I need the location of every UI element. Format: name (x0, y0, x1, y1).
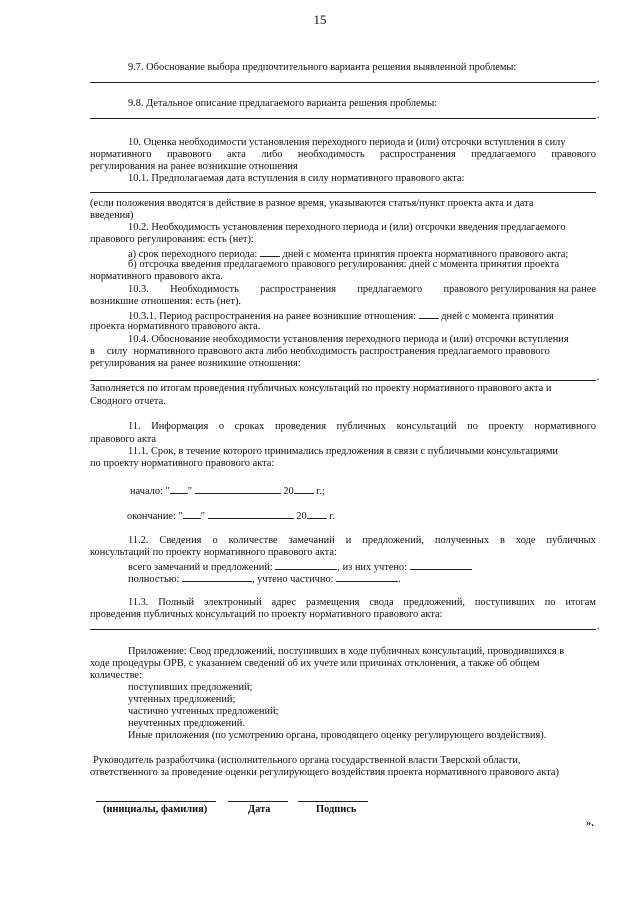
end-year-field[interactable] (307, 509, 327, 519)
start-date-row: начало: " " 20 г.; (130, 486, 325, 497)
considered-count-field[interactable] (410, 560, 472, 570)
section-11-2-line2: консультаций по проекту нормативного правового акта: (90, 547, 337, 558)
end-month-field[interactable] (208, 509, 294, 519)
appendix-item: поступивших предложений; (128, 682, 253, 693)
section-10-2-a: а) срок переходного периода: дней с момента принятия проекта нормативного правового акта; (128, 249, 569, 260)
fill-note-line1: Заполняется по итогам проведения публичных консультаций по проекту нормативного правового акта и (90, 383, 552, 394)
section-11-2-line1: 11.2. Сведения о количестве замечаний и предложений, полученных в ходе публичных (128, 535, 596, 546)
appendix-line1: Приложение: Свод предложений, поступивших в ходе публичных консультаций, проводившихся в (128, 646, 565, 657)
fill-note-line2: Сводного отчета. (90, 396, 166, 407)
fill-line (90, 118, 596, 119)
section-10-4-line1: 10.4. Обоснование необходимости установления переходного периода и (или) отсрочки вступления (128, 334, 569, 345)
section-11-line1: 11. Информация о сроках проведения публичных консультаций по проекту нормативного (128, 421, 596, 432)
start-year-field[interactable] (294, 484, 314, 494)
line-dot: . (597, 621, 600, 632)
appendix-item: Иные приложения (по усмотрению органа, проводящего оценку регулирующего воздействия). (128, 730, 547, 741)
name-caption: (инициалы, фамилия) (103, 804, 208, 815)
section-10-4-line2: в силу нормативного правового акта либо необходимость распространения предлагаемого правового (90, 346, 550, 357)
fill-line (90, 192, 596, 193)
signature-caption: Подпись (316, 804, 357, 815)
section-10-2-line2: правового регулирования: есть (нет): (90, 234, 254, 245)
line-dot: . (597, 110, 600, 121)
section-10-1-note2: введения) (90, 210, 134, 221)
section-10-line2: нормативного правового акта либо необходимость распространения предлагаемого правового (90, 149, 596, 160)
section-10-line1: 10. Оценка необходимости установления переходного периода и (или) отсрочки вступления в силу (128, 137, 566, 148)
section-10-2-line1: 10.2. Необходимость установления переходного периода и (или) отсрочки введения предлагаемого (128, 222, 566, 233)
section-10-3-1-line2: проекта нормативного правового акта. (90, 321, 261, 332)
blank-field[interactable] (260, 247, 280, 257)
head-line2: ответственного за проведение оценки регулирующего воздействия проекта нормативного правового акта) (90, 767, 559, 778)
line-dot: . (597, 74, 600, 85)
fill-line (90, 380, 596, 381)
total-count-field[interactable] (275, 560, 337, 570)
page-number: 15 (313, 12, 327, 27)
line-dot: . (597, 372, 600, 383)
section-10-1-note1: (если положения вводятся в действие в разное время, указываются статья/пункт проекта акта и дата (90, 198, 534, 209)
section-11-3-line2: проведения публичных консультаций по проекту нормативного правового акта: (90, 609, 443, 620)
section-10-2-b1: б) отсрочка введения предлагаемого правового регулирования: дней с момента принятия проекта (128, 259, 560, 270)
section-10-3-1-line1: 10.3.1. Период распространения на ранее возникшие отношения: дней с момента принятия (128, 311, 554, 322)
fill-line (90, 82, 596, 83)
signature-line (298, 801, 368, 802)
head-line1: Руководитель разработчика (исполнительного органа государственной власти Тверской области, (93, 755, 521, 766)
end-day-field[interactable] (183, 509, 201, 519)
section-10-line3: регулирования на ранее возникшие отношения (90, 161, 298, 172)
section-10-2-b2: нормативного правового акта. (90, 271, 223, 282)
section-11-2-total-row: всего замечаний и предложений: , из них учтено: (128, 560, 472, 574)
section-11-1-line1: 11.1. Срок, в течение которого принимались предложения в связи с публичными консультациями (128, 446, 558, 457)
name-line (96, 801, 216, 802)
full-count-field[interactable] (182, 572, 252, 582)
date-line (228, 801, 288, 802)
appendix-item: учтенных предложений; (128, 694, 236, 705)
date-caption: Дата (248, 804, 271, 815)
section-11-2-full-row: полностью: , учтено частично: . (128, 574, 401, 585)
appendix-line3: количестве: (90, 670, 142, 681)
start-day-field[interactable] (170, 484, 188, 494)
appendix-item: частично учтенных предложений; (128, 706, 279, 717)
section-11-line2: правового акта (90, 434, 157, 445)
appendix-item: неучтенных предложений. (128, 718, 245, 729)
blank-field[interactable] (419, 309, 439, 319)
section-9-8: 9.8. Детальное описание предлагаемого варианта решения проблемы: (128, 98, 438, 109)
closing-quote: ». (586, 818, 594, 829)
start-month-field[interactable] (195, 484, 281, 494)
section-11-3-line1: 11.3. Полный электронный адрес размещения свода предложений, поступивших по итогам (128, 597, 596, 608)
section-11-1-line2: по проекту нормативного правового акта: (90, 458, 275, 469)
end-date-row: окончание: " " 20 г. (127, 511, 335, 522)
section-10-3-line1: 10.3. Необходимость распространения предлагаемого правового регулирования на ранее (128, 284, 596, 295)
appendix-line2: ходе процедуры ОРВ, с указанием сведений об их учете или причинах отклонения, а также об общем (90, 658, 540, 669)
section-10-1-title: 10.1. Предполагаемая дата вступления в силу нормативного правового акта: (128, 173, 465, 184)
fill-line (90, 629, 596, 630)
partial-count-field[interactable] (336, 572, 398, 582)
section-10-3-line2: возникшие отношения: есть (нет). (90, 296, 242, 307)
section-9-7: 9.7. Обоснование выбора предпочтительного варианта решения выявленной проблемы: (128, 62, 517, 73)
section-10-4-line3: регулирования на ранее возникшие отношения: (90, 358, 301, 369)
